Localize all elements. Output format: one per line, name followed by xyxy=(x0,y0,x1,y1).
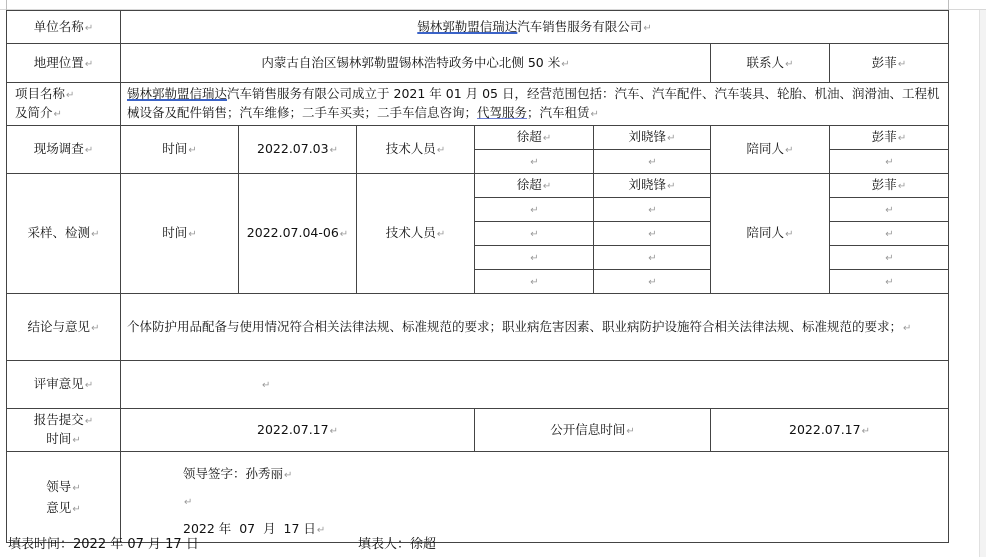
report-public-label: 公开信息时间 xyxy=(550,421,626,437)
report-public-value-cell[interactable] xyxy=(711,408,949,451)
survey-accompany-subgrid xyxy=(830,126,948,173)
project-label-cell xyxy=(7,83,121,126)
survey-tech-label-cell xyxy=(357,125,475,173)
survey-time-value: 2022.07.03 xyxy=(257,141,329,157)
survey-accompany-empty-cell[interactable] xyxy=(830,149,948,173)
page-corner-mark-left xyxy=(0,0,7,10)
paragraph-mark: ↵ xyxy=(72,482,81,494)
paragraph-mark: ↵ xyxy=(885,277,894,289)
report-public-value: 2022.07.17 xyxy=(789,421,861,437)
sampling-tech1-cell[interactable] xyxy=(475,173,594,293)
info-form-table xyxy=(6,10,949,543)
paragraph-mark: ↵ xyxy=(530,157,539,169)
contact-label: 联系人 xyxy=(746,55,785,71)
paragraph-mark: ↵ xyxy=(84,23,94,35)
leader-opinion-cell[interactable] xyxy=(121,451,949,543)
row-survey xyxy=(7,125,949,173)
leader-date-text: 2022 年 07 月 17 日 xyxy=(183,520,316,536)
paragraph-mark: ↵ xyxy=(667,133,676,145)
unit-name-rest: 汽车销售服务有限公司 xyxy=(517,19,643,35)
unit-name-underlined: 锡林郭勒盟信瑞达 xyxy=(417,19,518,35)
report-submit-value: 2022.07.17 xyxy=(257,421,329,437)
project-intro-cell[interactable] xyxy=(121,83,949,126)
row-leader xyxy=(7,451,949,543)
contact-value-cell[interactable] xyxy=(830,44,949,83)
sampling-accompany-empty-cell[interactable] xyxy=(830,197,948,221)
leader-label-cell xyxy=(7,451,121,543)
survey-time-value-cell[interactable] xyxy=(239,125,357,173)
row-report xyxy=(7,408,949,451)
sampling-tech2-empty-cell[interactable] xyxy=(594,269,710,293)
unit-label-cell xyxy=(7,11,121,44)
project-label-line2: 及简介 xyxy=(15,104,53,120)
survey-tech-label: 技术人员 xyxy=(385,141,436,157)
paragraph-mark: ↵ xyxy=(897,181,907,193)
paragraph-mark: ↵ xyxy=(339,229,349,241)
row-unit xyxy=(7,11,949,44)
sampling-time-value-cell[interactable] xyxy=(239,173,357,293)
row-review xyxy=(7,360,949,408)
sampling-accompany-name-cell[interactable] xyxy=(830,174,948,198)
conclusion-label-cell xyxy=(7,293,121,360)
sampling-tech-label-cell xyxy=(357,173,475,293)
survey-tech2-name: 刘晓锋 xyxy=(628,129,667,145)
row-conclusion xyxy=(7,293,949,360)
contact-label-cell xyxy=(711,44,830,83)
location-value: 内蒙古自治区锡林郭勒盟锡林浩特政务中心北侧 50 米 xyxy=(261,55,561,71)
paragraph-mark: ↵ xyxy=(184,497,193,508)
paragraph-mark: ↵ xyxy=(785,145,794,157)
paragraph-mark: ↵ xyxy=(648,157,657,169)
sampling-tech2-cell[interactable] xyxy=(594,173,711,293)
project-intro-part1: 汽车销售服务有限公司成立于 2021 年 01 月 05 日，经营范围包括：汽车、汽车配件、汽车装具、轮胎、机油、润滑油、工程机械设备及配件销售；汽车维修；二手车买卖；二手车信息咨询； xyxy=(127,86,940,120)
paragraph-mark: ↵ xyxy=(530,205,539,217)
review-value-cell[interactable] xyxy=(121,360,949,408)
paragraph-mark: ↵ xyxy=(72,434,81,446)
paragraph-mark: ↵ xyxy=(897,133,907,145)
report-submit-value-cell[interactable] xyxy=(121,408,475,451)
location-label: 地理位置 xyxy=(33,55,84,71)
paragraph-mark: ↵ xyxy=(91,322,100,334)
sampling-accompany-name: 彭菲 xyxy=(871,177,897,193)
paragraph-mark: ↵ xyxy=(885,157,894,169)
paragraph-mark: ↵ xyxy=(648,253,657,265)
survey-accompany-label: 陪同人 xyxy=(746,141,785,157)
sampling-label: 采样、检测 xyxy=(27,225,91,241)
paragraph-mark: ↵ xyxy=(188,145,197,157)
fill-time-text: 填表时间：2022 年 07 月 17 日 xyxy=(8,537,199,552)
paragraph-mark: ↵ xyxy=(84,145,94,157)
project-intro-company: 锡林郭勒盟信瑞达 xyxy=(127,86,228,101)
report-public-label-cell xyxy=(475,408,711,451)
paragraph-mark: ↵ xyxy=(903,322,912,334)
survey-tech2-name-cell[interactable] xyxy=(594,126,710,150)
sampling-tech1-empty-cell[interactable] xyxy=(475,197,593,221)
project-intro-part2: ；汽车租赁 xyxy=(527,104,590,120)
location-value-cell[interactable] xyxy=(121,44,711,83)
survey-tech1-subgrid xyxy=(475,126,593,173)
paragraph-mark: ↵ xyxy=(84,380,94,392)
sampling-accompany-subgrid xyxy=(830,174,948,293)
unit-value-cell[interactable] xyxy=(121,11,949,44)
sampling-tech1-subgrid xyxy=(475,174,593,293)
form-footer xyxy=(8,533,437,552)
page-corner-mark-right xyxy=(948,0,986,10)
sampling-accompany-empty-cell[interactable] xyxy=(830,221,948,245)
leader-sign-text: 领导签字：孙秀丽 xyxy=(183,465,284,481)
conclusion-text-cell[interactable] xyxy=(121,293,949,360)
survey-tech1-cell[interactable] xyxy=(475,125,594,173)
paragraph-mark: ↵ xyxy=(530,253,539,265)
paragraph-mark: ↵ xyxy=(66,90,75,102)
survey-accompany-name: 彭菲 xyxy=(871,129,897,145)
sampling-accompany-empty-cell[interactable] xyxy=(830,245,948,269)
paragraph-mark: ↵ xyxy=(542,133,552,145)
paragraph-mark: ↵ xyxy=(329,425,338,437)
paragraph-mark: ↵ xyxy=(785,229,794,241)
paragraph-mark: ↵ xyxy=(316,524,326,536)
paragraph-mark: ↵ xyxy=(590,108,599,120)
paragraph-mark: ↵ xyxy=(72,503,81,515)
paragraph-mark: ↵ xyxy=(53,108,62,120)
sampling-tech2-empty-cell[interactable] xyxy=(594,221,710,245)
sampling-label-cell xyxy=(7,173,121,293)
conclusion-label: 结论与意见 xyxy=(27,318,91,334)
review-label-cell xyxy=(7,360,121,408)
survey-accompany-name-cell[interactable] xyxy=(830,126,948,150)
report-label-cell xyxy=(7,408,121,451)
review-label: 评审意见 xyxy=(33,376,84,392)
location-label-cell xyxy=(7,44,121,83)
paragraph-mark: ↵ xyxy=(667,181,676,193)
paragraph-mark: ↵ xyxy=(561,59,570,71)
paragraph-mark: ↵ xyxy=(284,469,293,481)
paragraph-mark: ↵ xyxy=(648,229,657,241)
paragraph-mark: ↵ xyxy=(897,59,907,71)
leader-label-line2: 意见 xyxy=(46,499,72,515)
paragraph-mark: ↵ xyxy=(84,416,94,427)
paragraph-mark: ↵ xyxy=(885,253,894,265)
paragraph-mark: ↵ xyxy=(188,229,197,241)
sampling-tech2-empty-cell[interactable] xyxy=(594,245,710,269)
sampling-tech2-subgrid xyxy=(594,174,710,293)
paragraph-mark: ↵ xyxy=(626,425,635,437)
paragraph-mark: ↵ xyxy=(648,277,657,289)
survey-time-label-cell xyxy=(121,125,239,173)
fill-person-text: 填表人：徐超 xyxy=(358,537,437,552)
leader-label-line1: 领导 xyxy=(46,478,72,494)
survey-label: 现场调查 xyxy=(33,141,84,157)
window-top-strip xyxy=(0,0,986,10)
sampling-tech1-empty-cell[interactable] xyxy=(475,221,593,245)
row-location xyxy=(7,44,949,83)
row-sampling xyxy=(7,173,949,293)
survey-tech1-empty-cell[interactable] xyxy=(475,149,593,173)
contact-value: 彭菲 xyxy=(871,55,897,71)
report-label-line2: 时间 xyxy=(46,430,72,446)
survey-accompany-cell[interactable] xyxy=(830,125,949,173)
paragraph-mark: ↵ xyxy=(91,229,100,241)
paragraph-mark: ↵ xyxy=(530,277,539,289)
sampling-tech2-name-cell[interactable] xyxy=(594,174,710,198)
project-intro-underlined2: 代驾服务 xyxy=(477,104,528,120)
project-label-line1: 项目名称 xyxy=(15,86,66,102)
sampling-tech2-empty-cell[interactable] xyxy=(594,197,710,221)
sampling-accompany-label: 陪同人 xyxy=(746,225,785,241)
row-project xyxy=(7,83,949,126)
unit-label: 单位名称 xyxy=(33,19,84,35)
sampling-accompany-empty-cell[interactable] xyxy=(830,269,948,293)
survey-tech1-name: 徐超 xyxy=(516,129,542,145)
sampling-time-label: 时间 xyxy=(162,225,188,241)
survey-time-label: 时间 xyxy=(162,141,188,157)
report-label-line1: 报告提交 xyxy=(33,412,84,427)
survey-tech2-cell[interactable] xyxy=(594,125,711,173)
paragraph-mark: ↵ xyxy=(436,229,446,241)
survey-accompany-label-cell xyxy=(711,125,830,173)
paragraph-mark: ↵ xyxy=(436,145,446,157)
survey-tech2-empty-cell[interactable] xyxy=(594,149,710,173)
sampling-tech-label: 技术人员 xyxy=(385,225,436,241)
survey-label-cell xyxy=(7,125,121,173)
survey-tech2-subgrid xyxy=(594,126,710,173)
survey-tech1-name-cell[interactable] xyxy=(475,126,593,150)
paragraph-mark: ↵ xyxy=(885,229,894,241)
sampling-time-value: 2022.07.04-06 xyxy=(246,225,339,241)
sampling-tech1-name: 徐超 xyxy=(516,177,542,193)
paragraph-mark: ↵ xyxy=(329,145,338,157)
paragraph-mark: ↵ xyxy=(84,59,94,71)
paragraph-mark: ↵ xyxy=(648,205,657,217)
vertical-scrollbar[interactable] xyxy=(979,10,986,557)
sampling-tech2-name: 刘晓锋 xyxy=(628,177,667,193)
paragraph-mark: ↵ xyxy=(885,205,894,217)
conclusion-text: 个体防护用品配备与使用情况符合相关法律法规、标准规范的要求；职业病危害因素、职业病防护设施符合相关法律法规、标准规范的要求； xyxy=(127,318,903,334)
sampling-tech1-empty-cell[interactable] xyxy=(475,269,593,293)
sampling-time-label-cell xyxy=(121,173,239,293)
sampling-accompany-cell[interactable] xyxy=(830,173,949,293)
sampling-tech1-name-cell[interactable] xyxy=(475,174,593,198)
paragraph-mark: ↵ xyxy=(861,425,870,437)
sampling-tech1-empty-cell[interactable] xyxy=(475,245,593,269)
paragraph-mark: ↵ xyxy=(542,181,552,193)
paragraph-mark: ↵ xyxy=(262,380,271,392)
paragraph-mark: ↵ xyxy=(785,59,794,71)
paragraph-mark: ↵ xyxy=(643,23,652,35)
paragraph-mark: ↵ xyxy=(530,229,539,241)
sampling-accompany-label-cell xyxy=(711,173,830,293)
